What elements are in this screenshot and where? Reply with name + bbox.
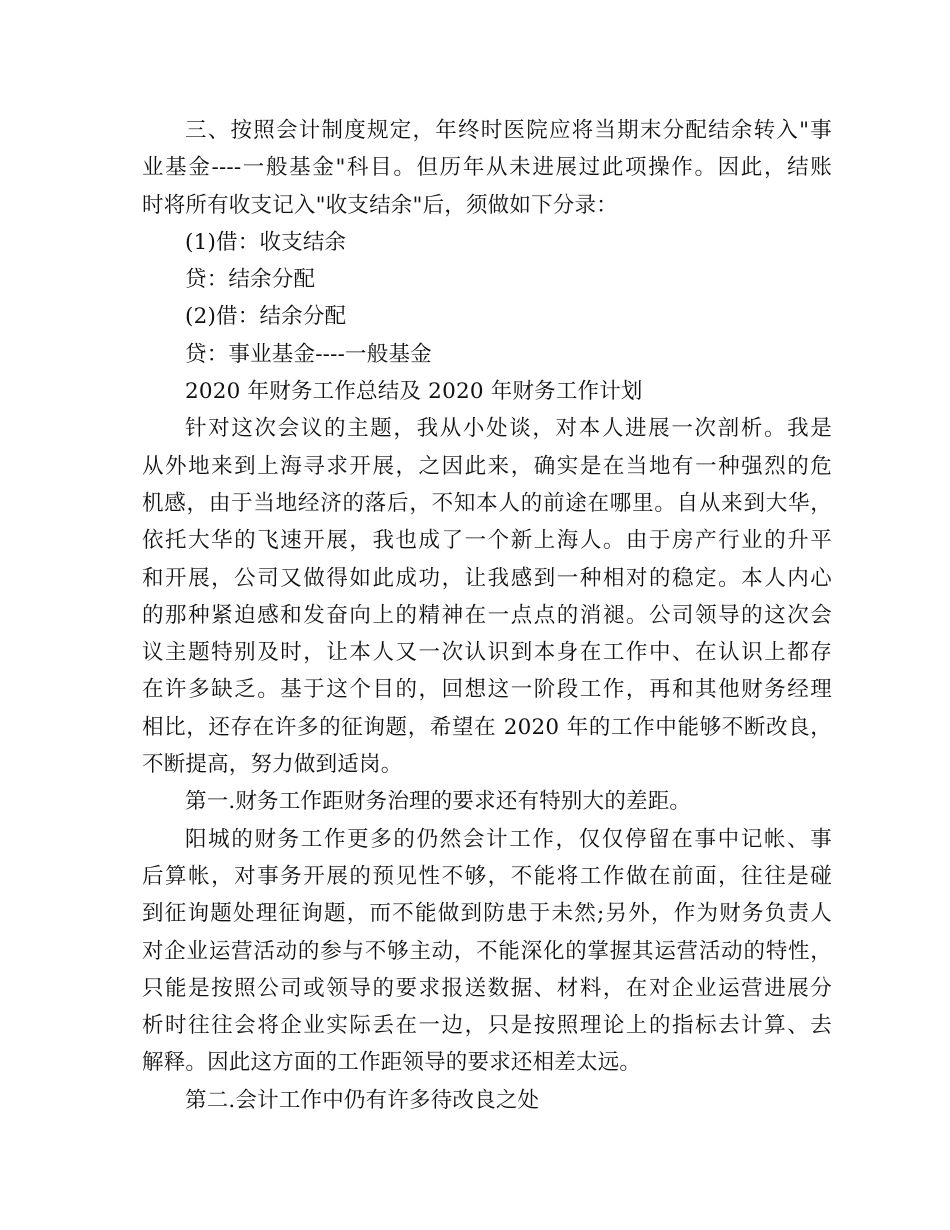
text-line: 在许多缺乏。基于这个目的，回想这一阶段工作，再和其他财务经理 [142,677,832,703]
text-line: 对企业运营活动的参与不够主动，不能深化的掌握其运营活动的特性， [142,938,832,964]
text-line: 不断提高，努力做到适岗。 [142,752,403,778]
text-line: 和开展，公司又做得如此成功，让我感到一种相对的稳定。本人内心 [142,565,832,591]
text-line: 阳城的财务工作更多的仍然会计工作，仅仅停留在事中记帐、事 [185,826,832,852]
document-page [142,112,832,1119]
text-line: 析时往往会将企业实际丢在一边，只是按照理论上的指标去计算、去 [142,1013,832,1039]
text-line: 后算帐，对事务开展的预见性不够，不能将工作做在前面，往往是碰 [142,863,832,889]
text-line: 到征询题处理征询题，而不能做到防患于未然;另外，作为财务负责人 [142,901,832,927]
text-line: 依托大华的飞速开展，我也成了一个新上海人。由于房产行业的升平 [142,528,832,554]
text-line: 只能是按照公司或领导的要求报送数据、材料，在对企业运营进展分 [142,975,832,1001]
journal-entry-line: 贷：事业基金----一般基金 [185,341,432,367]
text-line: 时将所有收支记入"收支结余"后，须做如下分录： [142,192,618,218]
text-line: 针对这次会议的主题，我从小处谈，对本人进展一次剖析。我是 [185,416,832,442]
text-line: 议主题特别及时，让本人又一次认识到本身在工作中、在认识上都存 [142,640,832,666]
point-heading: 第一.财务工作距财务治理的要求还有特别大的差距。 [185,789,692,815]
journal-entry-line: 贷：结余分配 [185,267,316,293]
point-heading: 第二.会计工作中仍有许多待改良之处 [185,1087,540,1113]
text-line: 从外地来到上海寻求开展，之因此来，确实是在当地有一种强烈的危 [142,453,832,479]
text-line: 机感，由于当地经济的落后，不知本人的前途在哪里。自从来到大华， [142,490,832,516]
journal-entry-line: (2)借：结余分配 [185,304,347,330]
journal-entry-line: (1)借：收支结余 [185,229,347,255]
text-line: 的那种紧迫感和发奋向上的精神在一点点的消褪。公司领导的这次会 [142,602,832,628]
section-title: 2020 年财务工作总结及 2020 年财务工作计划 [185,379,643,405]
text-line: 三、按照会计制度规定，年终时医院应将当期末分配结余转入"事 [185,118,832,143]
text-line: 相比，还存在许多的征询题，希望在 2020 年的工作中能够不断改良， [142,714,832,740]
text-line: 解释。因此这方面的工作距领导的要求还相差太远。 [142,1050,642,1076]
text-line: 业基金----一般基金"科目。但历年从未进展过此项操作。因此，结账 [142,155,832,181]
